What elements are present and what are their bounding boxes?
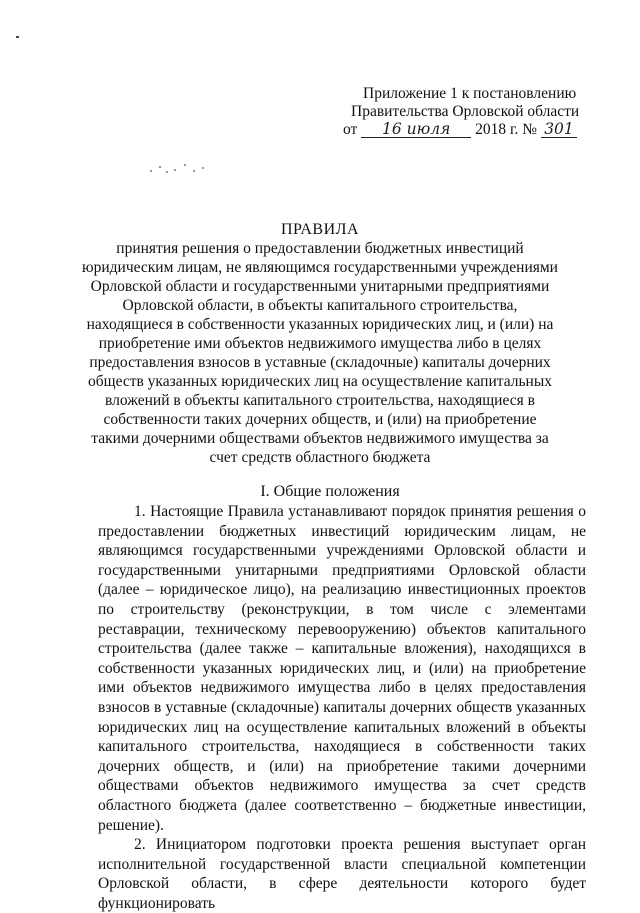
appendix-year-number-label: 2018 г. № — [475, 121, 538, 138]
scan-speck — [202, 167, 204, 169]
appendix-line-1: Приложение 1 к постановлению — [363, 85, 577, 102]
scan-speck — [174, 169, 176, 171]
handwritten-date: 16 июля — [361, 121, 471, 138]
paragraph: 2. Инициатором подготовки проекта решения выступает орган исполнительной государственной власти специальной компетенции Орловской области, в сфере деятельности которого будет функционировать — [98, 836, 586, 912]
handwritten-number: 301 — [541, 121, 577, 138]
scan-speck — [193, 170, 195, 172]
document-body — [98, 502, 586, 913]
appendix-line-3 — [335, 121, 605, 139]
scan-speck — [159, 166, 161, 168]
scan-corner-mark — [16, 36, 19, 38]
document-subtitle: принятия решения о предоставлении бюджетных инвестиций юридическим лицам, не являющимся государственными учреждениями Орловской области и государственными унитарными предприятиями Орловской области, в объекты капитального строительства, находящиеся в собственности указанных юридических лиц, и (или) на приобретение ими объектов недвижимого имущества либо в целях предоставления взносов в уставные (складочные) капиталы дочерних обществ указанных юридических лиц на осуществление капитальных вложений в объекты капитального строительства, находящиеся в собственности таких дочерних обществ, и (или) на приобретение такими дочерними обществами объектов недвижимого имущества за счет средств областного бюджета — [82, 240, 558, 466]
scan-speck — [184, 164, 186, 166]
document-title-block — [80, 220, 560, 467]
appendix-date-prefix: от — [343, 121, 358, 138]
scan-speck — [150, 170, 152, 172]
appendix-header — [335, 85, 605, 139]
section-heading: I. Общие положения — [260, 483, 400, 500]
scan-speck — [166, 171, 168, 173]
document-title: ПРАВИЛА — [280, 221, 360, 238]
appendix-line-2: Правительства Орловской области — [351, 103, 580, 120]
paragraph: 1. Настоящие Правила устанавливают порядок принятия решения о предоставлении бюджетных инвестиций юридическим лицам, не являющимся государственными учреждениями Орловской области и государственными унитарными предприятиями Орловской области (далее – юридическое лицо), на реализацию инвестиционных проектов по строительству (реконструкции, в том числе с элементами реставрации, техническому перевооружению) объектов капитального строительства (далее также – капитальные вложения), находящихся в собственности указанных юридических лиц, и (или) на приобретение ими объектов недвижимого имущества либо в целях предоставления взносов в уставные (складочные) капиталы дочерних обществ указанных юридических лиц на осуществление капитальных вложений в объекты капитального строительства, находящиеся в собственности таких дочерних обществ, и (или) на приобретение такими дочерними обществами объектов недвижимого имущества за счет средств областного бюджета (далее соответственно – бюджетные инвестиции, решение). — [98, 503, 586, 834]
